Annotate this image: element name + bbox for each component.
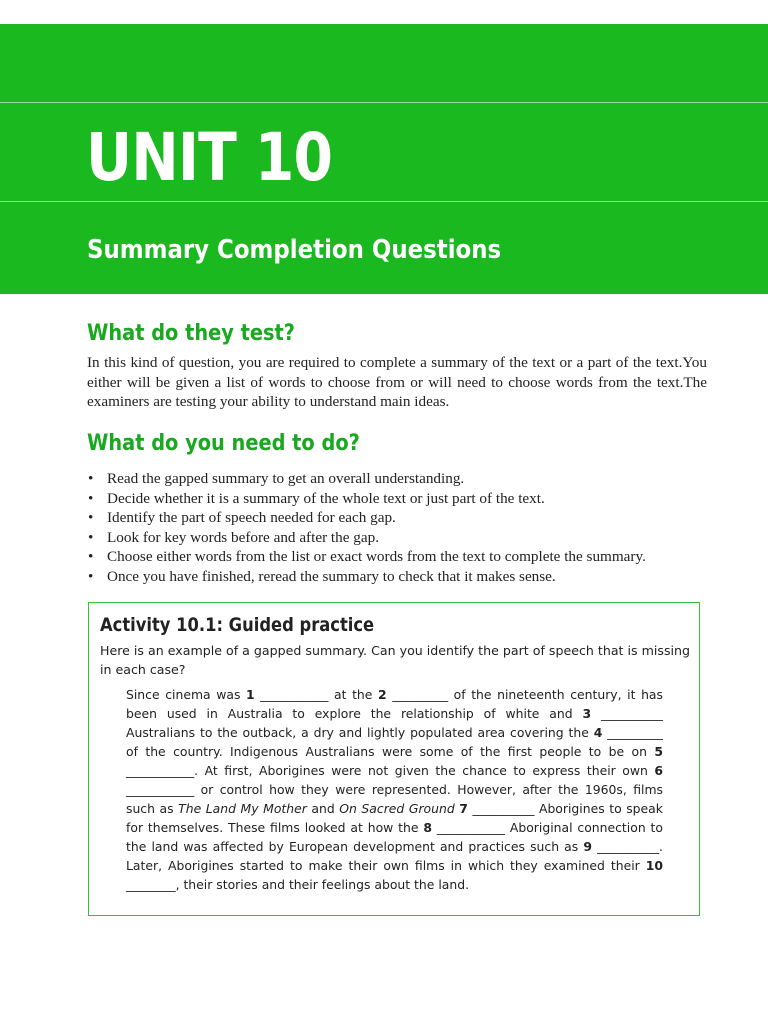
gap-blank: __________ <box>591 706 663 721</box>
list-item <box>87 528 727 548</box>
gapped-summary <box>126 685 663 894</box>
gap-number: 7 <box>459 801 468 816</box>
summary-text: . At first, Aborigines were not given the chance to express their own <box>194 763 655 778</box>
gap-number: 3 <box>582 706 592 721</box>
gap-number: 6 <box>654 763 663 778</box>
test-section-heading: What do they test? <box>87 321 296 346</box>
summary-text: and <box>306 801 340 816</box>
summary-text: of the nineteenth century, it has been used in Australia to explore the relationship of white and <box>126 687 663 721</box>
gap-blank: ___________ <box>126 782 201 797</box>
header-divider-bottom <box>0 201 768 202</box>
activity-intro: Here is an example of a gapped summary. Can you identify the part of speech that is missing in each case? <box>100 643 690 677</box>
gap-number: 1 <box>246 687 255 702</box>
film-title: On Sacred Ground <box>339 801 455 816</box>
test-section-paragraph: In this kind of question, you are required to complete a summary of the text or a part of the text.You either will be given a list of words to choose from or will need to choose words from the text.The examiners are testing your ability to understand main ideas. <box>87 354 707 410</box>
list-item <box>87 469 727 489</box>
bullet-icon: • <box>88 528 94 546</box>
gap-blank: __________ <box>467 801 539 816</box>
activity-title: Activity 10.1: Guided practice <box>100 614 375 636</box>
list-item-text: Once you have finished, reread the summary to check that it makes sense. <box>107 567 556 585</box>
gap-number: 8 <box>423 820 432 835</box>
unit-header-band <box>0 24 768 294</box>
list-item <box>87 547 727 567</box>
gap-number: 4 <box>593 725 603 740</box>
summary-text: Aborigines to speak for themselves. These films looked at how the <box>126 801 663 835</box>
summary-text: Australians to the outback, a dry and lightly populated area covering the <box>126 725 594 740</box>
list-item <box>87 489 727 509</box>
list-item <box>87 508 727 528</box>
bullet-icon: • <box>88 470 94 487</box>
summary-text: , their stories and their feelings about the land. <box>175 877 470 892</box>
summary-text: of the country. Indigenous Australians were some of the first people to be on <box>126 744 655 759</box>
gap-number: 10 <box>645 858 663 873</box>
bullet-icon: • <box>88 548 94 565</box>
bullet-icon: • <box>88 509 94 526</box>
gap-number: 2 <box>378 687 387 702</box>
gap-blank: _________ <box>386 687 454 702</box>
unit-subtitle: Summary Completion Questions <box>87 235 502 265</box>
gap-number: 9 <box>583 839 592 854</box>
bullet-icon: • <box>88 567 94 585</box>
gap-number: 5 <box>654 744 663 759</box>
gap-blank: ___________ <box>126 763 195 778</box>
gap-blank: ___________ <box>431 820 510 835</box>
summary-text: Since cinema was <box>126 687 247 702</box>
list-item-text: Identify the part of speech needed for each gap. <box>107 509 396 526</box>
summary-text: or control how they were represented. However, after the 1960s, films such as <box>126 782 663 816</box>
bullet-icon: • <box>88 489 94 507</box>
unit-title: UNIT 10 <box>86 119 333 196</box>
list-item-text: Read the gapped summary to get an overall understanding. <box>107 470 465 487</box>
steps-list <box>87 469 727 586</box>
need-section-heading: What do you need to do? <box>87 431 360 456</box>
summary-text: . Later, Aborigines started to make their own films in which they examined their <box>126 839 663 873</box>
list-item-text: Look for key words before and after the gap. <box>107 528 380 546</box>
gap-blank: _________ <box>602 725 663 740</box>
list-item-text: Choose either words from the list or exact words from the text to complete the summary. <box>107 548 646 565</box>
list-item-text: Decide whether it is a summary of the whole text or just part of the text. <box>107 489 545 507</box>
gap-blank: ___________ <box>254 687 335 702</box>
list-item <box>87 567 727 587</box>
gap-blank: __________ <box>591 839 660 854</box>
gap-blank: ________ <box>126 877 176 892</box>
film-title: The Land My Mother <box>178 801 307 816</box>
header-divider-top <box>0 102 768 103</box>
summary-text: at the <box>334 687 379 702</box>
summary-text: Aboriginal connection to the land was affected by European development and practices such as <box>126 820 663 854</box>
